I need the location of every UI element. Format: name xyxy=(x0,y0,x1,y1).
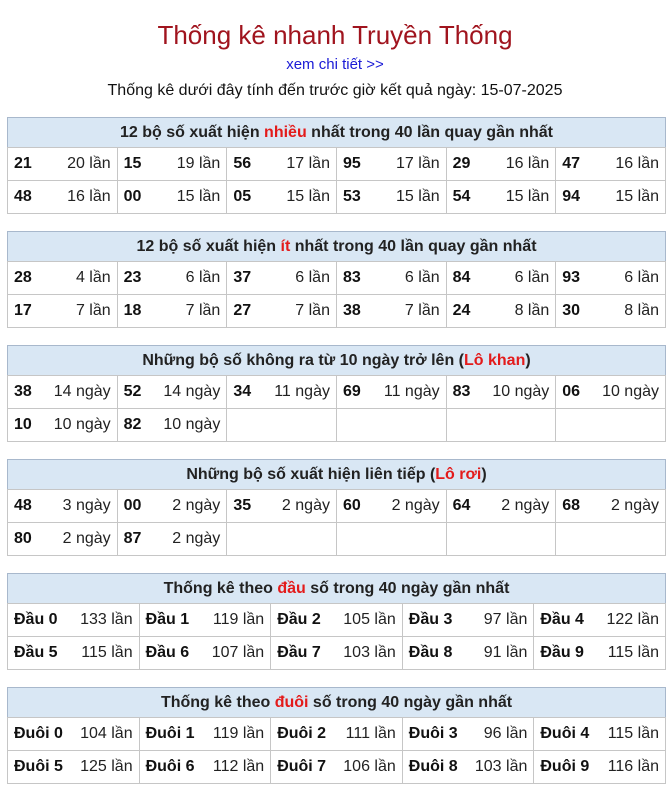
stat-pair xyxy=(146,725,265,743)
stat-label: 56 xyxy=(233,155,252,172)
table-row xyxy=(8,148,666,181)
stat-label: Đuôi 1 xyxy=(145,725,195,742)
stat-label: 38 xyxy=(342,302,361,319)
stat-label: 94 xyxy=(562,188,581,205)
stat-cell xyxy=(446,409,556,442)
stat-cell xyxy=(336,490,446,523)
stat-cell xyxy=(446,148,556,181)
lo-roi-table xyxy=(7,489,666,556)
title-highlight: Lô khan xyxy=(464,352,526,369)
stat-label: Đầu 6 xyxy=(145,644,190,661)
stat-count: 4 lần xyxy=(75,269,111,286)
stat-pair xyxy=(277,725,396,743)
stat-pair xyxy=(124,530,221,548)
least-frequent-table xyxy=(7,261,666,328)
stat-count: 119 lần xyxy=(212,725,265,742)
stat-cell xyxy=(227,295,337,328)
stat-count: 6 lần xyxy=(295,269,330,286)
title-text: ) xyxy=(481,466,487,483)
stat-cell xyxy=(227,262,337,295)
stat-pair xyxy=(233,302,330,320)
stat-pair xyxy=(14,758,133,776)
stat-cell xyxy=(402,751,534,784)
stat-pair xyxy=(124,497,221,515)
stat-count: 2 ngày xyxy=(172,530,221,547)
stat-label: 95 xyxy=(342,155,361,172)
stat-count: 91 lần xyxy=(483,644,528,661)
stat-label: Đuôi 8 xyxy=(408,758,458,775)
stat-count: 11 ngày xyxy=(274,383,330,400)
page-title: Thống kê nhanh Truyền Thống xyxy=(157,20,513,50)
stat-count: 112 lần xyxy=(212,758,265,775)
stat-count: 122 lần xyxy=(606,611,659,628)
stat-cell xyxy=(227,409,337,442)
stat-cell xyxy=(534,604,666,637)
table-row xyxy=(8,376,666,409)
stat-count: 97 lần xyxy=(483,611,528,628)
stat-cell xyxy=(556,409,666,442)
stat-cell xyxy=(8,523,118,556)
stat-pair xyxy=(562,383,659,401)
tail-digit-table xyxy=(7,717,666,784)
stat-cell xyxy=(556,181,666,214)
stat-count: 115 lần xyxy=(607,644,659,661)
stat-count: 105 lần xyxy=(343,611,396,628)
stat-cell xyxy=(139,718,271,751)
stat-count: 7 lần xyxy=(295,302,330,319)
table-row xyxy=(8,637,666,670)
title-text: ) xyxy=(525,352,531,369)
stat-label: 87 xyxy=(123,530,142,547)
stat-pair xyxy=(124,416,221,434)
stat-label: Đuôi 5 xyxy=(14,758,63,775)
stat-label: 47 xyxy=(562,155,581,172)
stat-cell xyxy=(271,637,403,670)
tail-digit-section xyxy=(7,687,666,784)
stat-pair xyxy=(14,644,133,662)
stat-cell xyxy=(446,181,556,214)
title-text: Những bộ số không ra từ 10 ngày trở lên ( xyxy=(142,352,464,369)
stat-cell xyxy=(534,718,666,751)
stat-count: 2 ngày xyxy=(172,497,221,514)
stat-count: 15 lần xyxy=(286,188,330,205)
most-frequent-title xyxy=(7,117,666,147)
stat-label: 38 xyxy=(14,383,32,400)
stat-pair xyxy=(343,383,440,401)
stat-pair xyxy=(453,269,550,287)
stat-label: 34 xyxy=(233,383,252,400)
stat-count: 14 ngày xyxy=(53,383,111,400)
stat-pair xyxy=(233,188,330,206)
stat-label: 30 xyxy=(562,302,581,319)
head-digit-title xyxy=(7,573,666,603)
stat-cell xyxy=(117,376,227,409)
stat-pair xyxy=(146,611,265,629)
stat-cell xyxy=(534,637,666,670)
title-text: Những bộ số xuất hiện liên tiếp ( xyxy=(186,466,436,483)
stat-label: Đuôi 2 xyxy=(277,725,327,742)
stat-pair xyxy=(562,155,659,173)
stat-cell xyxy=(271,718,403,751)
stat-cell xyxy=(446,376,556,409)
title-text: nhất trong 40 lần quay gần nhất xyxy=(306,124,553,141)
stat-label: 35 xyxy=(233,497,252,514)
stat-count: 115 lần xyxy=(81,644,133,661)
stat-cell xyxy=(117,181,227,214)
stat-pair xyxy=(540,611,659,629)
stat-pair xyxy=(540,725,659,743)
title-text: nhất trong 40 lần quay gần nhất xyxy=(290,238,537,255)
stat-count: 15 lần xyxy=(396,188,440,205)
stat-label: Đầu 5 xyxy=(14,644,58,661)
stat-label: 60 xyxy=(342,497,361,514)
stat-pair xyxy=(124,383,221,401)
stat-label: 53 xyxy=(342,188,361,205)
stat-count: 2 ngày xyxy=(391,497,440,514)
stat-cell xyxy=(336,409,446,442)
stat-cell xyxy=(336,523,446,556)
stat-cell xyxy=(336,376,446,409)
stat-label: 17 xyxy=(14,302,32,319)
lo-khan-title xyxy=(7,345,666,375)
least-frequent-section xyxy=(7,231,666,328)
stat-pair xyxy=(146,758,265,776)
stat-label: 00 xyxy=(123,188,142,205)
stat-count: 6 lần xyxy=(624,269,659,286)
stat-count: 3 ngày xyxy=(62,497,111,514)
most-frequent-table xyxy=(7,147,666,214)
stat-cell xyxy=(139,637,271,670)
stat-pair xyxy=(540,644,659,662)
stat-count: 6 lần xyxy=(404,269,440,286)
stat-cell xyxy=(8,295,118,328)
stat-cell xyxy=(227,490,337,523)
stat-cell xyxy=(556,295,666,328)
table-row xyxy=(8,490,666,523)
lo-roi-title xyxy=(7,459,666,489)
page-subtitle: Thống kê dưới đây tính đến trước giờ kết quả ngày: 15-07-2025 xyxy=(107,82,563,99)
stat-label: 64 xyxy=(452,497,471,514)
stat-count: 10 ngày xyxy=(53,416,111,433)
stat-label: 82 xyxy=(123,416,142,433)
stat-cell xyxy=(446,295,556,328)
stat-label: 06 xyxy=(562,383,581,400)
stat-count: 107 lần xyxy=(211,644,265,661)
stat-count: 20 lần xyxy=(67,155,111,172)
most-frequent-section xyxy=(7,117,666,214)
stat-count: 6 lần xyxy=(514,269,550,286)
title-highlight: ít xyxy=(280,238,291,255)
stat-pair xyxy=(409,611,528,629)
stat-count: 2 ngày xyxy=(281,497,330,514)
stat-count: 7 lần xyxy=(404,302,440,319)
stat-count: 8 lần xyxy=(514,302,550,319)
stat-pair xyxy=(453,302,550,320)
stat-pair xyxy=(14,269,111,287)
stat-cell xyxy=(8,262,118,295)
tail-digit-title xyxy=(7,687,666,717)
stat-pair xyxy=(343,155,440,173)
head-digit-section xyxy=(7,573,666,670)
stat-label: Đuôi 0 xyxy=(14,725,63,742)
stat-pair xyxy=(343,269,440,287)
stat-pair xyxy=(233,383,330,401)
stat-label: 21 xyxy=(14,155,32,172)
stat-label: 93 xyxy=(562,269,581,286)
stat-label: Đầu 8 xyxy=(408,644,453,661)
stat-cell xyxy=(227,181,337,214)
stat-label: 48 xyxy=(14,497,32,514)
stat-pair xyxy=(277,644,396,662)
stat-cell xyxy=(446,490,556,523)
table-row xyxy=(8,262,666,295)
stat-label: 83 xyxy=(452,383,471,400)
stat-cell xyxy=(446,262,556,295)
table-row xyxy=(8,409,666,442)
stat-cell xyxy=(446,523,556,556)
stat-cell xyxy=(556,376,666,409)
table-row xyxy=(8,295,666,328)
stat-label: Đuôi 7 xyxy=(277,758,327,775)
stat-cell xyxy=(117,409,227,442)
stat-label: 48 xyxy=(14,188,32,205)
stat-count: 15 lần xyxy=(505,188,550,205)
stat-label: 37 xyxy=(233,269,252,286)
lo-khan-section xyxy=(7,345,666,442)
stat-cell xyxy=(117,523,227,556)
stat-label: 84 xyxy=(452,269,471,286)
stat-pair xyxy=(409,644,528,662)
stat-cell xyxy=(227,376,337,409)
stat-label: 15 xyxy=(123,155,142,172)
stat-label: 05 xyxy=(233,188,252,205)
stat-cell xyxy=(227,148,337,181)
stat-cell xyxy=(534,751,666,784)
stat-pair xyxy=(124,302,221,320)
stat-pair xyxy=(453,155,550,173)
stat-count: 16 lần xyxy=(615,155,659,172)
stat-label: Đầu 2 xyxy=(277,611,321,628)
stat-cell xyxy=(8,637,140,670)
stat-pair xyxy=(453,188,550,206)
stat-count: 15 lần xyxy=(176,188,221,205)
stat-label: Đuôi 4 xyxy=(540,725,590,742)
stat-label: 23 xyxy=(123,269,142,286)
stat-label: 52 xyxy=(123,383,142,400)
stat-pair xyxy=(124,269,221,287)
stat-count: 103 lần xyxy=(474,758,528,775)
view-details-link[interactable]: xem chi tiết >> xyxy=(286,56,384,73)
stat-count: 2 ngày xyxy=(62,530,111,547)
stat-label: 00 xyxy=(123,497,142,514)
stat-cell xyxy=(8,604,140,637)
stat-pair xyxy=(14,530,111,548)
title-text: Thống kê theo xyxy=(163,580,278,597)
stat-count: 7 lần xyxy=(185,302,221,319)
title-text: Thống kê theo xyxy=(160,694,275,711)
stat-cell xyxy=(117,490,227,523)
stat-label: Đầu 3 xyxy=(408,611,453,628)
stat-pair xyxy=(14,383,111,401)
stat-label: Đuôi 3 xyxy=(408,725,458,742)
stat-label: 24 xyxy=(452,302,471,319)
table-row xyxy=(8,751,666,784)
stat-cell xyxy=(8,148,118,181)
stat-count: 2 ngày xyxy=(501,497,550,514)
lo-roi-section xyxy=(7,459,666,556)
stat-pair xyxy=(277,758,396,776)
stat-pair xyxy=(562,497,659,515)
stat-pair xyxy=(124,188,221,206)
stat-count: 111 lần xyxy=(345,725,396,742)
stat-pair xyxy=(277,611,396,629)
stat-count: 16 lần xyxy=(67,188,111,205)
stat-pair xyxy=(453,497,550,515)
stat-count: 8 lần xyxy=(624,302,659,319)
stat-count: 119 lần xyxy=(212,611,265,628)
stat-count: 10 ngày xyxy=(492,383,550,400)
stat-pair xyxy=(14,497,111,515)
stat-count: 15 lần xyxy=(615,188,659,205)
stat-cell xyxy=(8,751,140,784)
title-highlight: Lô rơi xyxy=(435,466,482,483)
stat-pair xyxy=(409,758,528,776)
stat-pair xyxy=(14,416,111,434)
stat-cell xyxy=(271,751,403,784)
stat-cell xyxy=(8,718,140,751)
stat-cell xyxy=(402,637,534,670)
stat-pair xyxy=(233,269,330,287)
stat-cell xyxy=(402,718,534,751)
stat-count: 19 lần xyxy=(176,155,221,172)
stat-cell xyxy=(556,490,666,523)
stat-label: 80 xyxy=(14,530,32,547)
stat-count: 14 ngày xyxy=(163,383,221,400)
stat-pair xyxy=(562,302,659,320)
stat-label: Đầu 4 xyxy=(540,611,584,628)
stat-pair xyxy=(343,188,440,206)
stat-pair xyxy=(14,725,133,743)
stat-label: 69 xyxy=(342,383,361,400)
stat-cell xyxy=(8,181,118,214)
least-frequent-title xyxy=(7,231,666,261)
table-row xyxy=(8,718,666,751)
title-highlight: đuôi xyxy=(274,694,309,711)
title-text: số trong 40 ngày gần nhất xyxy=(305,580,510,597)
stat-count: 106 lần xyxy=(343,758,396,775)
stat-cell xyxy=(8,490,118,523)
stat-cell xyxy=(336,295,446,328)
table-row xyxy=(8,181,666,214)
stat-pair xyxy=(14,188,111,206)
stat-cell xyxy=(117,262,227,295)
stat-label: 83 xyxy=(342,269,361,286)
stat-label: 18 xyxy=(123,302,142,319)
title-text: 12 bộ số xuất hiện xyxy=(136,238,281,255)
stat-cell xyxy=(227,523,337,556)
stat-cell xyxy=(402,604,534,637)
stat-pair xyxy=(14,302,111,320)
stat-pair xyxy=(453,383,550,401)
stat-label: Đầu 1 xyxy=(145,611,190,628)
stat-pair xyxy=(540,758,659,776)
stat-label: Đuôi 9 xyxy=(540,758,590,775)
table-row xyxy=(8,604,666,637)
stat-count: 10 ngày xyxy=(602,383,659,400)
stat-label: 10 xyxy=(14,416,32,433)
stat-cell xyxy=(336,181,446,214)
stat-cell xyxy=(336,148,446,181)
stat-label: 29 xyxy=(452,155,471,172)
stat-label: 68 xyxy=(562,497,581,514)
stat-cell xyxy=(139,751,271,784)
stat-cell xyxy=(556,262,666,295)
stat-cell xyxy=(8,409,118,442)
stat-pair xyxy=(124,155,221,173)
stat-pair xyxy=(343,497,440,515)
title-text: 12 bộ số xuất hiện xyxy=(120,124,265,141)
stat-pair xyxy=(343,302,440,320)
stat-pair xyxy=(233,497,330,515)
stat-cell xyxy=(8,376,118,409)
stat-count: 103 lần xyxy=(343,644,396,661)
stat-count: 2 ngày xyxy=(610,497,659,514)
stat-count: 116 lần xyxy=(607,758,659,775)
stat-pair xyxy=(14,155,111,173)
stat-count: 133 lần xyxy=(80,611,133,628)
stat-cell xyxy=(556,148,666,181)
lo-khan-table xyxy=(7,375,666,442)
stat-label: 28 xyxy=(14,269,32,286)
stat-pair xyxy=(409,725,528,743)
stat-cell xyxy=(336,262,446,295)
stat-count: 6 lần xyxy=(185,269,221,286)
stat-count: 96 lần xyxy=(483,725,528,742)
stat-label: Đầu 9 xyxy=(540,644,584,661)
stat-label: Đầu 0 xyxy=(14,611,58,628)
stat-label: 27 xyxy=(233,302,252,319)
stat-count: 16 lần xyxy=(505,155,550,172)
stat-count: 7 lần xyxy=(75,302,111,319)
stat-count: 125 lần xyxy=(80,758,133,775)
stat-label: Đuôi 6 xyxy=(145,758,195,775)
stat-label: 54 xyxy=(452,188,471,205)
stat-cell xyxy=(556,523,666,556)
head-digit-table xyxy=(7,603,666,670)
stat-cell xyxy=(271,604,403,637)
stat-pair xyxy=(14,611,133,629)
title-highlight: đầu xyxy=(277,580,306,597)
stat-count: 17 lần xyxy=(286,155,330,172)
stat-pair xyxy=(562,269,659,287)
stat-pair xyxy=(233,155,330,173)
stat-count: 17 lần xyxy=(396,155,440,172)
stat-cell xyxy=(117,148,227,181)
title-highlight: nhiều xyxy=(264,124,307,141)
table-row xyxy=(8,523,666,556)
stat-cell xyxy=(139,604,271,637)
stat-count: 115 lần xyxy=(607,725,659,742)
stat-count: 104 lần xyxy=(80,725,133,742)
stat-label: Đầu 7 xyxy=(277,644,321,661)
stat-count: 10 ngày xyxy=(163,416,221,433)
stat-pair xyxy=(146,644,265,662)
title-text: số trong 40 ngày gần nhất xyxy=(308,694,513,711)
stat-cell xyxy=(117,295,227,328)
stat-pair xyxy=(562,188,659,206)
stat-count: 11 ngày xyxy=(383,383,440,400)
